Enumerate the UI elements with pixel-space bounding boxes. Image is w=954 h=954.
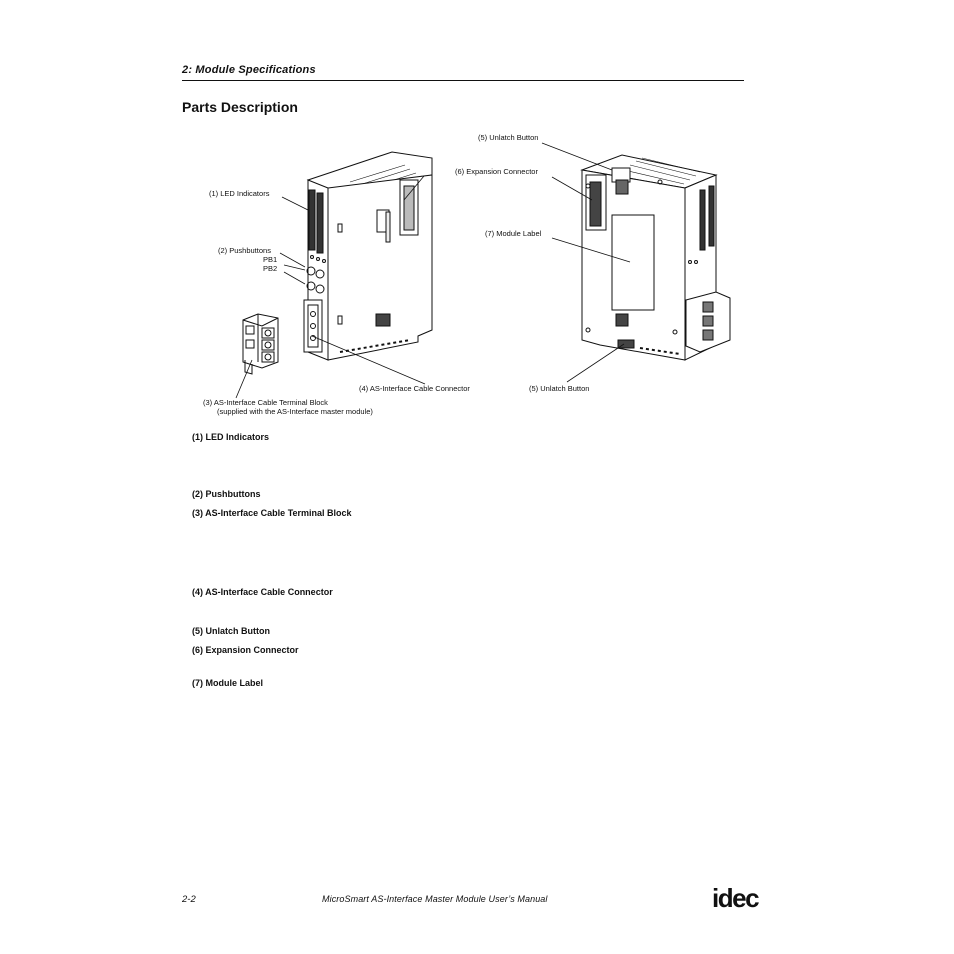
callout-expansion-connector: (6) Expansion Connector	[455, 167, 538, 176]
callout-pb2: PB2	[263, 264, 278, 273]
callout-pb1: PB1	[263, 255, 278, 264]
right-module-drawing	[582, 155, 730, 360]
manual-title: MicroSmart AS-Interface Master Module User’s Manual	[322, 894, 548, 904]
idec-logo: idec	[712, 883, 759, 913]
callout-unlatch-top: (5) Unlatch Button	[478, 133, 539, 142]
item-terminal-block: (3) AS-Interface Cable Terminal Block	[192, 508, 352, 518]
item-module-label: (7) Module Label	[192, 678, 264, 688]
section-title: Parts Description	[182, 99, 298, 115]
left-module-drawing	[304, 152, 432, 360]
item-pushbuttons: (2) Pushbuttons	[192, 489, 261, 499]
item-led-indicators: (1) LED Indicators	[192, 432, 270, 442]
item-expansion-connector: (6) Expansion Connector	[192, 645, 299, 655]
callout-pushbuttons: (2) Pushbuttons	[218, 246, 271, 255]
page-number: 2-2	[182, 894, 196, 905]
item-cable-connector: (4) AS-Interface Cable Connector	[192, 587, 333, 597]
callout-unlatch-bottom: (5) Unlatch Button	[529, 384, 590, 393]
callout-cable-connector: (4) AS-Interface Cable Connector	[359, 384, 470, 393]
callout-terminal-block-note: (supplied with the AS-Interface master module)	[217, 407, 373, 416]
callout-module-label: (7) Module Label	[485, 229, 542, 238]
item-unlatch-button: (5) Unlatch Button	[192, 626, 270, 636]
leader-lines	[236, 143, 630, 398]
callout-led-indicators: (1) LED Indicators	[209, 189, 270, 198]
terminal-block-drawing	[243, 314, 278, 374]
callout-terminal-block: (3) AS-Interface Cable Terminal Block	[203, 398, 328, 407]
chapter-header: 2: Module Specifications	[182, 64, 316, 76]
